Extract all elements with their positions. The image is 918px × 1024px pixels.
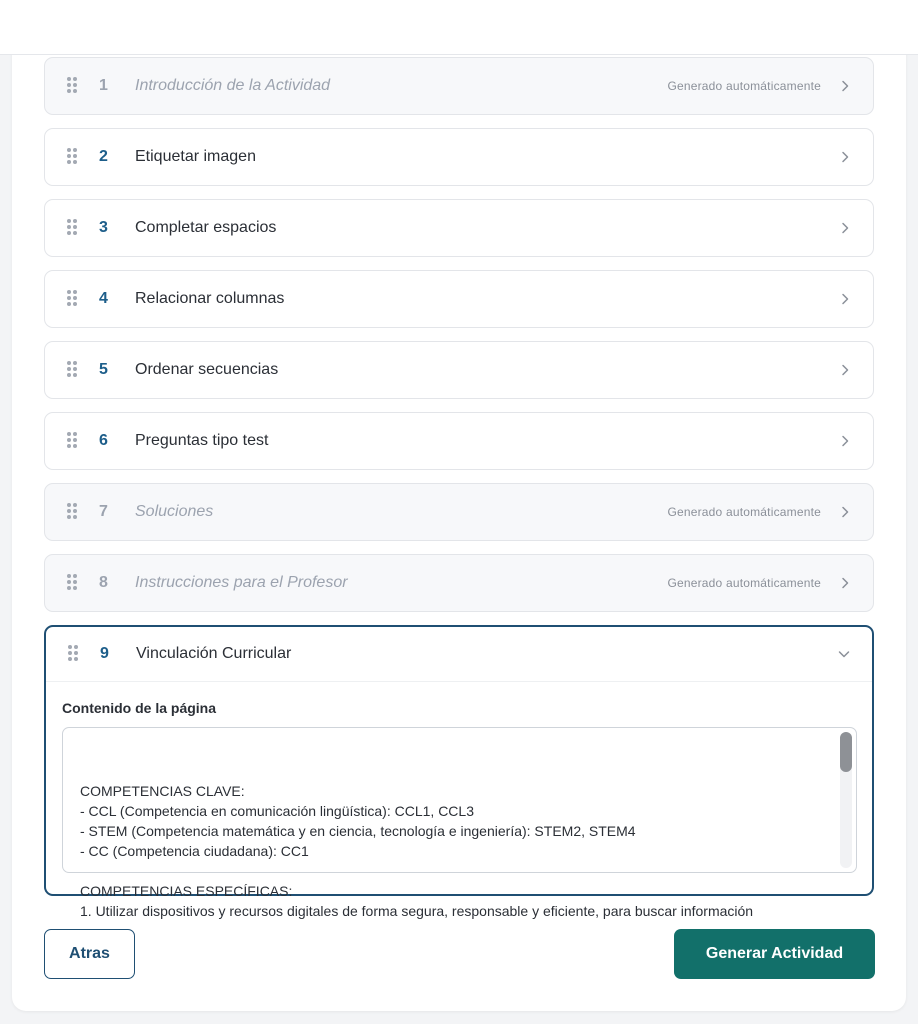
- chevron-right-icon[interactable]: [839, 293, 851, 305]
- step-number: 3: [99, 219, 108, 236]
- step-content: [46, 682, 872, 919]
- auto-generated-label: Generado automáticamente: [667, 79, 821, 93]
- drag-handle-icon[interactable]: [67, 219, 77, 237]
- drag-handle-icon[interactable]: [68, 645, 78, 663]
- step-item-5[interactable]: [44, 341, 874, 399]
- step-number: 4: [99, 290, 108, 307]
- step-title: Instrucciones para el Profesor: [135, 574, 348, 591]
- chevron-down-icon[interactable]: [838, 648, 850, 660]
- step-title: Preguntas tipo test: [135, 432, 269, 449]
- chevron-right-icon[interactable]: [839, 577, 851, 589]
- step-number: 2: [99, 148, 108, 165]
- step-number: 9: [100, 645, 109, 662]
- step-item-3[interactable]: [44, 199, 874, 257]
- scrollbar[interactable]: [840, 732, 852, 868]
- step-item-8[interactable]: [44, 554, 874, 612]
- content-label: Contenido de la página: [62, 700, 217, 716]
- generate-activity-button[interactable]: Generar Actividad: [674, 929, 875, 979]
- step-item-6[interactable]: [44, 412, 874, 470]
- step-header[interactable]: [46, 627, 872, 682]
- step-title: Relacionar columnas: [135, 290, 285, 307]
- step-item-1[interactable]: [44, 57, 874, 115]
- drag-handle-icon[interactable]: [67, 148, 77, 166]
- top-bar: [0, 0, 918, 55]
- page-content-textarea[interactable]: [62, 727, 857, 919]
- step-title: Soluciones: [135, 503, 214, 520]
- chevron-right-icon[interactable]: [839, 222, 851, 234]
- drag-handle-icon[interactable]: [67, 432, 77, 450]
- chevron-right-icon[interactable]: [839, 364, 851, 376]
- step-number: 5: [99, 361, 108, 378]
- drag-handle-icon[interactable]: [67, 503, 77, 521]
- auto-generated-label: Generado automáticamente: [667, 505, 821, 519]
- chevron-right-icon[interactable]: [839, 506, 851, 518]
- step-title: Vinculación Curricular: [136, 645, 292, 662]
- chevron-right-icon[interactable]: [839, 435, 851, 447]
- step-title: Introducción de la Actividad: [135, 77, 331, 94]
- drag-handle-icon[interactable]: [67, 290, 77, 308]
- auto-generated-label: Generado automáticamente: [667, 576, 821, 590]
- step-item-9[interactable]: [44, 625, 874, 919]
- page-content-text: COMPETENCIAS CLAVE: - CCL (Competencia en comunicación lingüística): CCL1, CCL3 - STEM (Competencia matemática y en ciencia, tecnología e ingeniería): STEM2, STEM4 - CC (Competencia ciudadana): CC1 COMPETENCIAS ESPECÍFICAS: 1. Utilizar dispositivos y recursos digitales de forma segura, responsable y eficiente, para buscar información: [80, 783, 754, 919]
- step-title: Ordenar secuencias: [135, 361, 279, 378]
- step-item-2[interactable]: [44, 128, 874, 186]
- step-number: 7: [99, 503, 108, 520]
- step-number: 6: [99, 432, 108, 449]
- step-number: 1: [99, 77, 108, 94]
- step-item-4[interactable]: [44, 270, 874, 328]
- drag-handle-icon[interactable]: [67, 574, 77, 592]
- chevron-right-icon[interactable]: [839, 151, 851, 163]
- step-number: 8: [99, 574, 108, 591]
- step-title: Etiquetar imagen: [135, 148, 256, 165]
- drag-handle-icon[interactable]: [67, 361, 77, 379]
- step-item-7[interactable]: [44, 483, 874, 541]
- back-button[interactable]: Atras: [44, 929, 135, 979]
- scrollbar-thumb[interactable]: [840, 732, 852, 772]
- chevron-right-icon[interactable]: [839, 80, 851, 92]
- step-title: Completar espacios: [135, 219, 277, 236]
- drag-handle-icon[interactable]: [67, 77, 77, 95]
